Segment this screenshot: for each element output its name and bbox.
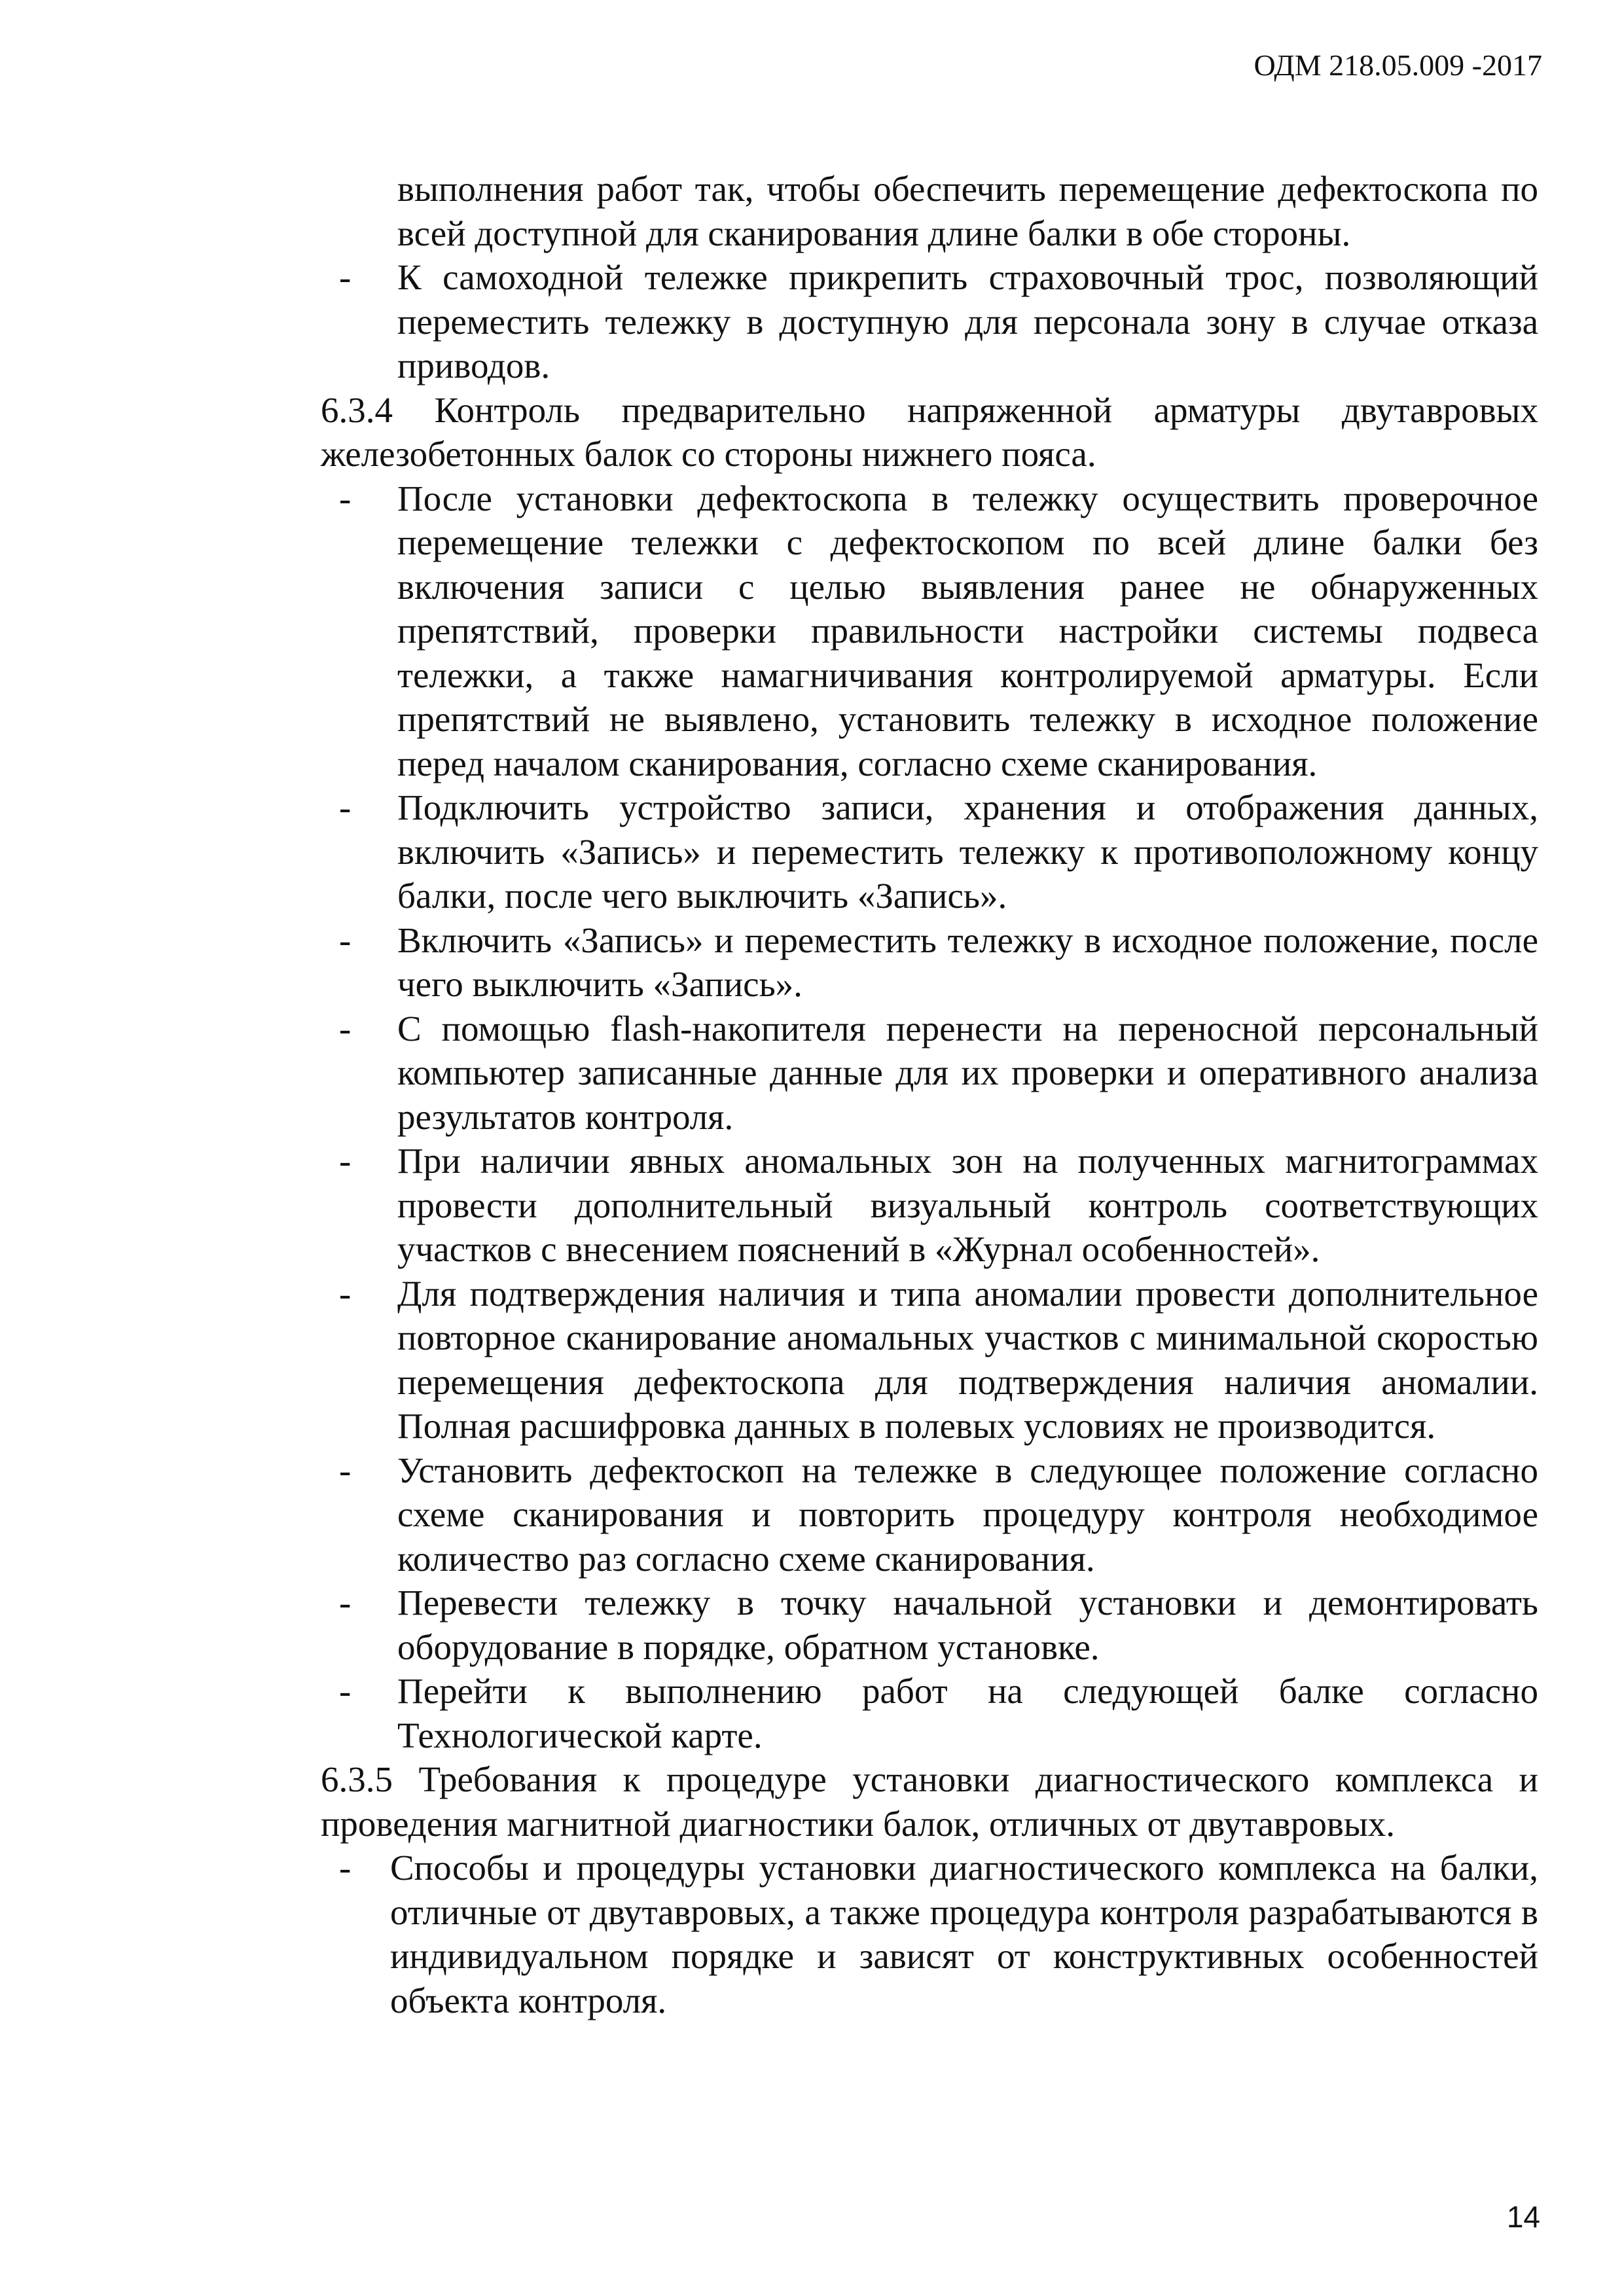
bullet-dash: - [339,920,352,960]
list-item [321,1007,1538,1139]
bullet-dash: - [339,1008,352,1049]
list-item-text: Перейти к выполнению работ на следующей балке согласно Технологической карте. [397,1671,1538,1755]
document-body [321,167,1538,2022]
bullet-dash: - [339,478,352,518]
list-item-text: Перевести тележку в точку начальной установки и демонтировать оборудование в порядке, обратном установке. [397,1583,1538,1667]
list-item [321,785,1538,918]
bullet-dash: - [339,1450,352,1490]
list-item [321,1139,1538,1272]
bullet-dash: - [339,1141,352,1181]
list-item [321,1272,1538,1448]
bullet-dash: - [339,1583,352,1623]
list-item-text: К самоходной тележке прикрепить страховочный трос, позволяющий переместить тележку в доступную для персонала зону в случае отказа приводов. [397,257,1538,386]
list-item-text: При наличии явных аномальных зон на полученных магнитограммах провести дополнительный визуальный контроль соответствующих участков с внесением пояснений в «Журнал особенностей». [397,1141,1538,1269]
list-item-text: Способы и процедуры установки диагностического комплекса на балки, отличные от двутавровых, а также процедура контроля разрабатываются в индивидуальном порядке и зависят от конструктивных особенностей объекта контроля. [390,1848,1538,2020]
list-item-text: С помощью flash-накопителя перенести на переносной персональный компьютер записанные данные для их проверки и оперативного анализа результатов контроля. [397,1008,1538,1137]
section-6-3-5-heading: 6.3.5 Требования к процедуре установки диагностического комплекса и проведения магнитной диагностики балок, отличных от двутавровых. [321,1759,1538,1844]
list-item-text: После установки дефектоскопа в тележку осуществить проверочное перемещение тележки с дефектоскопом по всей длине балки без включения записи с целью выявления ранее не обнаруженных препятствий, проверки правильности настройки системы подвеса тележки, а также намагничивания контролируемой арматуры. Если препятствий не выявлено, установить тележку в исходное положение перед началом сканирования, согласно схеме сканирования. [397,478,1538,783]
bullet-dash: - [339,1671,352,1711]
bullet-dash: - [339,787,352,827]
list-item-text: Для подтверждения наличия и типа аномалии провести дополнительное повторное сканирование аномальных участков с минимальной скоростью перемещения дефектоскопа для подтверждения наличия аномалии. Полная расшифровка данных в полевых условиях не производится. [397,1273,1538,1446]
bullet-dash: - [339,1273,352,1314]
paragraph-continuation: выполнения работ так, чтобы обеспечить перемещение дефектоскопа по всей доступной для сканирования длине балки в обе стороны. [397,169,1538,253]
list-item [321,918,1538,1007]
list-item-text: Подключить устройство записи, хранения и отображения данных, включить «Запись» и переместить тележку к противоположному концу балки, после чего выключить «Запись». [397,787,1538,916]
list-item-text: Включить «Запись» и переместить тележку в исходное положение, после чего выключить «Запись». [397,920,1538,1004]
list-item [321,476,1538,786]
list-item [321,1846,1538,2022]
section-6-3-4-heading: 6.3.4 Контроль предварительно напряженной арматуры двутавровых железобетонных балок со стороны нижнего пояса. [321,389,1538,474]
bullet-dash: - [339,257,352,297]
list-item [321,1448,1538,1581]
list-item-text: Установить дефектоскоп на тележке в следующее положение согласно схеме сканирования и повторить процедуру контроля необходимое количество раз согласно схеме сканирования. [397,1450,1538,1579]
list-item [321,255,1538,388]
document-code: ОДМ 218.05.009 -2017 [1254,48,1542,82]
page-number: 14 [1506,2200,1540,2234]
list-item [321,1669,1538,1757]
list-item [321,1581,1538,1669]
bullet-dash: - [339,1848,352,1888]
